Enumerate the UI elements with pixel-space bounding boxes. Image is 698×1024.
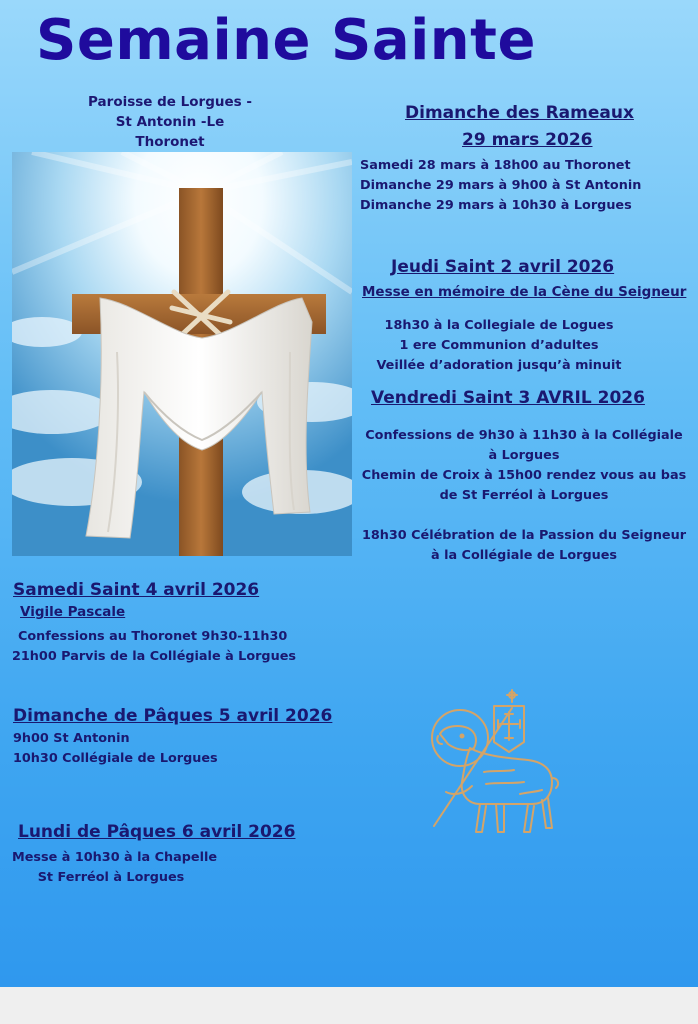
schedule-line: 18h30 à la Collegiale de Logues <box>384 318 614 333</box>
paques-heading: Dimanche de Pâques 5 avril 2026 <box>13 706 333 726</box>
schedule-line: 18h30 Célébration de la Passion du Seigneur <box>361 528 687 543</box>
samedi-schedule <box>12 627 296 667</box>
page-title: Semaine Sainte <box>36 8 536 73</box>
schedule-line: Dimanche 29 mars à 10h30 à Lorgues <box>360 198 632 213</box>
rameaux-heading: Dimanche des Rameaux <box>405 103 634 123</box>
parish-line: St Antonin -Le <box>115 114 225 130</box>
schedule-line: à la Collégiale de Lorgues <box>430 548 618 563</box>
vendredi-heading: Vendredi Saint 3 AVRIL 2026 <box>371 388 645 408</box>
parish-line: Thoronet <box>135 134 205 150</box>
footer-strip <box>0 987 698 1024</box>
schedule-line: Dimanche 29 mars à 9h00 à St Antonin <box>360 178 642 193</box>
schedule-line: 9h00 St Antonin <box>13 731 130 746</box>
schedule-line: Samedi 28 mars à 18h00 au Thoronet <box>360 158 631 173</box>
parish-line: Paroisse de Lorgues - <box>88 94 252 110</box>
rameaux-schedule <box>360 156 641 216</box>
schedule-line: 10h30 Collégiale de Lorgues <box>13 751 218 766</box>
jeudi-schedule <box>374 316 624 376</box>
schedule-line: Messe à 10h30 à la Chapelle <box>12 850 218 865</box>
schedule-spacer <box>356 506 692 526</box>
paques-schedule <box>13 729 218 769</box>
jeudi-heading: Jeudi Saint 2 avril 2026 <box>391 257 615 277</box>
vendredi-schedule <box>356 426 692 566</box>
schedule-line: 1 ere Communion d’adultes <box>399 338 599 353</box>
parish-name <box>70 92 270 152</box>
rameaux-date: 29 mars 2026 <box>462 130 593 150</box>
lundi-schedule <box>12 848 218 888</box>
lundi-heading: Lundi de Pâques 6 avril 2026 <box>18 822 296 842</box>
schedule-line: Confessions au Thoronet 9h30-11h30 <box>18 629 288 644</box>
schedule-line: Confessions de 9h30 à 11h30 à la Collégiale <box>365 428 683 443</box>
schedule-line: de St Ferréol à Lorgues <box>439 488 609 503</box>
paschal-lamb-icon <box>424 686 564 844</box>
samedi-heading: Samedi Saint 4 avril 2026 <box>13 580 260 600</box>
jeudi-subheading: Messe en mémoire de la Cène du Seigneur <box>362 284 687 300</box>
schedule-line: St Ferréol à Lorgues <box>37 870 185 885</box>
schedule-line: Chemin de Croix à 15h00 rendez vous au bas <box>361 468 687 483</box>
cross-image <box>12 152 352 556</box>
schedule-line: 21h00 Parvis de la Collégiale à Lorgues <box>12 649 296 664</box>
schedule-line: Veillée d’adoration jusqu’à minuit <box>376 358 622 373</box>
schedule-line: à Lorgues <box>488 448 560 463</box>
samedi-subheading: Vigile Pascale <box>20 604 126 620</box>
